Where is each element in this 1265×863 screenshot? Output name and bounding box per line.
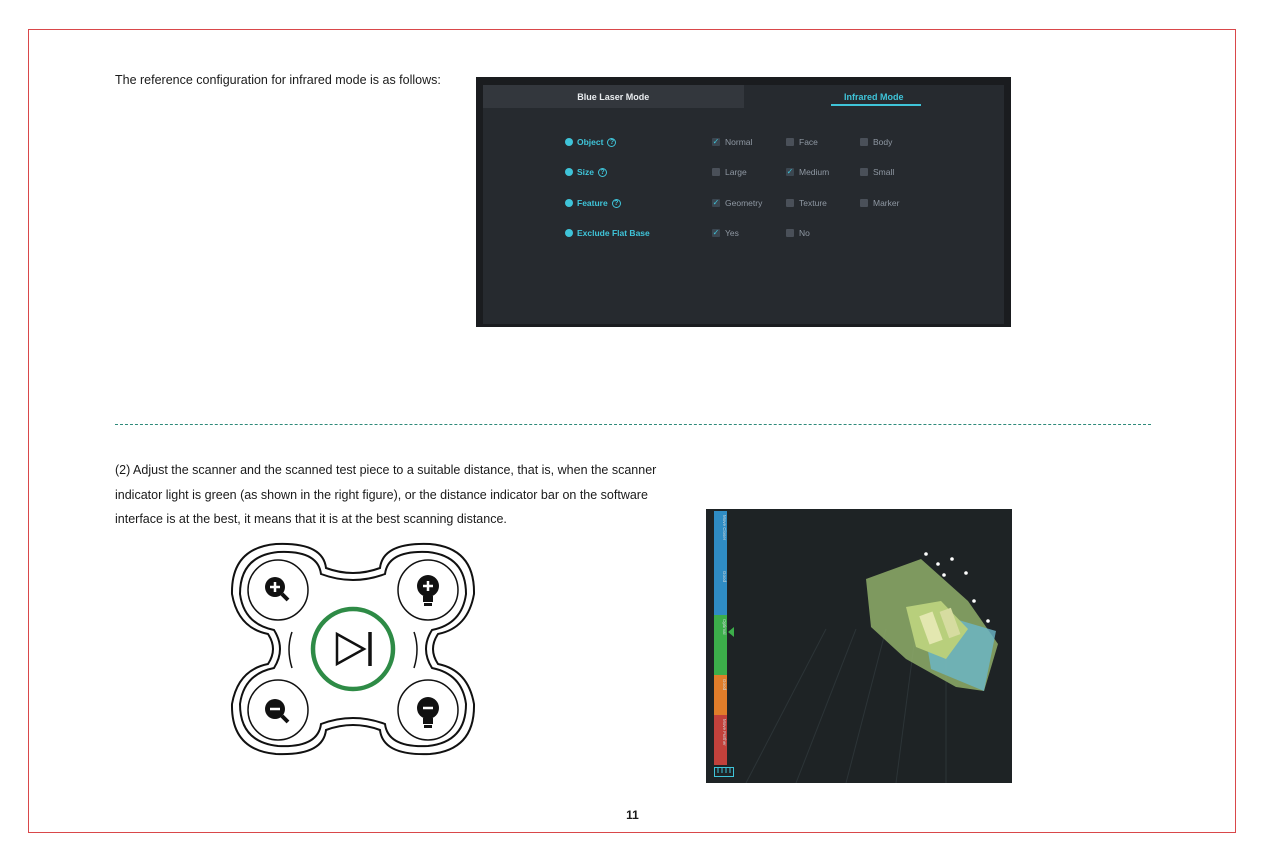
- row-size-label: [565, 167, 607, 177]
- distance-bar-label: Move Closer: [722, 515, 727, 541]
- option-large[interactable]: [712, 167, 747, 177]
- light-up-icon[interactable]: [417, 575, 439, 606]
- play-next-icon[interactable]: [313, 609, 393, 689]
- row-size: [483, 167, 1004, 181]
- exclude-base-icon: [565, 229, 573, 237]
- mode-tabs: [483, 85, 1004, 108]
- checkbox-icon[interactable]: [712, 168, 720, 176]
- option-medium[interactable]: [786, 167, 829, 177]
- feature-icon: [565, 199, 573, 207]
- distance-bar-good-far: [714, 675, 727, 715]
- option-label: Normal: [725, 137, 753, 147]
- option-marker[interactable]: [860, 198, 899, 208]
- option-label: Face: [799, 137, 818, 147]
- checkbox-checked-icon[interactable]: ✓: [712, 228, 720, 237]
- option-small[interactable]: [860, 167, 894, 177]
- distance-bar-optimal: [714, 615, 727, 675]
- page-number: 11: [626, 808, 639, 822]
- mode-config-inner: [483, 85, 1004, 324]
- option-label: Large: [725, 167, 747, 177]
- zoom-out-icon[interactable]: [265, 699, 288, 722]
- row-feature-label: [565, 198, 621, 208]
- checkbox-icon[interactable]: [860, 138, 868, 146]
- object-icon: [565, 138, 573, 146]
- object-label-text: Object: [577, 137, 604, 147]
- checkbox-checked-icon[interactable]: ✓: [786, 167, 794, 176]
- option-label: Texture: [799, 198, 827, 208]
- size-icon: [565, 168, 573, 176]
- device-outline-outer: [232, 544, 474, 754]
- checkbox-icon[interactable]: [786, 138, 794, 146]
- feature-label-text: Feature: [577, 198, 608, 208]
- row-object: [483, 137, 1004, 151]
- option-label: Yes: [725, 228, 739, 238]
- row-feature: [483, 198, 1004, 212]
- side-groove-left: [289, 632, 292, 668]
- distance-bar-label: Move Further: [722, 719, 727, 746]
- tab-infrared-mode[interactable]: [744, 85, 1005, 108]
- checkbox-icon[interactable]: [860, 168, 868, 176]
- distance-bar-label: Optimal: [722, 619, 727, 635]
- option-label: Small: [873, 167, 895, 177]
- option-no[interactable]: [786, 228, 810, 238]
- checkbox-icon[interactable]: [860, 199, 868, 207]
- distance-bar-move-closer: [714, 511, 727, 567]
- active-tab-underline: [831, 104, 921, 106]
- option-label: Medium: [799, 167, 830, 177]
- distance-bar-move-further: [714, 715, 727, 765]
- step-2-text: (2) Adjust the scanner and the scanned test piece to a suitable distance, that is, when the scanner indicator light is green (as shown in the right figure), or the distance indicator bar on the software interface is at the best, it means that it is at the best scanning distance.: [115, 463, 657, 526]
- size-label-text: Size: [577, 167, 595, 177]
- option-texture[interactable]: [786, 198, 827, 208]
- option-normal[interactable]: [712, 137, 752, 147]
- light-down-icon[interactable]: [417, 697, 439, 728]
- row-exclude-flat-base: [483, 228, 1004, 242]
- checkbox-checked-icon[interactable]: ✓: [712, 198, 720, 207]
- option-face[interactable]: [786, 137, 818, 147]
- option-geometry[interactable]: [712, 198, 762, 208]
- distance-bar-good-near: [714, 567, 727, 615]
- distance-bar-label: Good: [722, 679, 727, 691]
- help-icon[interactable]: ?: [598, 168, 607, 177]
- checkbox-icon[interactable]: [786, 229, 794, 237]
- mode-config-panel: [476, 77, 1011, 327]
- option-label: Marker: [873, 198, 900, 208]
- section-divider: [115, 424, 1151, 425]
- option-yes[interactable]: [712, 228, 739, 238]
- help-icon[interactable]: ?: [607, 138, 616, 147]
- help-icon[interactable]: ?: [612, 199, 621, 208]
- tab-infrared-label: Infrared Mode: [843, 91, 904, 102]
- side-groove-right: [414, 632, 417, 668]
- measure-icon[interactable]: [714, 767, 734, 777]
- checkbox-icon[interactable]: [786, 199, 794, 207]
- checkbox-checked-icon[interactable]: ✓: [712, 137, 720, 146]
- option-label: Geometry: [725, 198, 763, 208]
- row-exclude-label: [565, 228, 650, 238]
- scanner-button-illustration: [228, 540, 478, 758]
- scan-viewport: [706, 509, 1012, 783]
- tab-blue-laser-mode[interactable]: Blue Laser Mode: [483, 85, 744, 108]
- option-body[interactable]: [860, 137, 892, 147]
- option-label: Body: [873, 137, 893, 147]
- intro-text: The reference configuration for infrared mode is as follows:: [115, 73, 441, 87]
- scan-software-view: [706, 509, 1012, 783]
- status-indicator-ring: [313, 609, 393, 689]
- distance-bar-label: Good: [722, 571, 727, 583]
- exclude-label-text: Exclude Flat Base: [577, 228, 650, 238]
- point-cloud: [866, 552, 998, 691]
- zoom-in-icon[interactable]: [265, 577, 288, 600]
- distance-pointer-icon: [728, 627, 738, 637]
- row-object-label: [565, 137, 616, 147]
- option-label: No: [799, 228, 810, 238]
